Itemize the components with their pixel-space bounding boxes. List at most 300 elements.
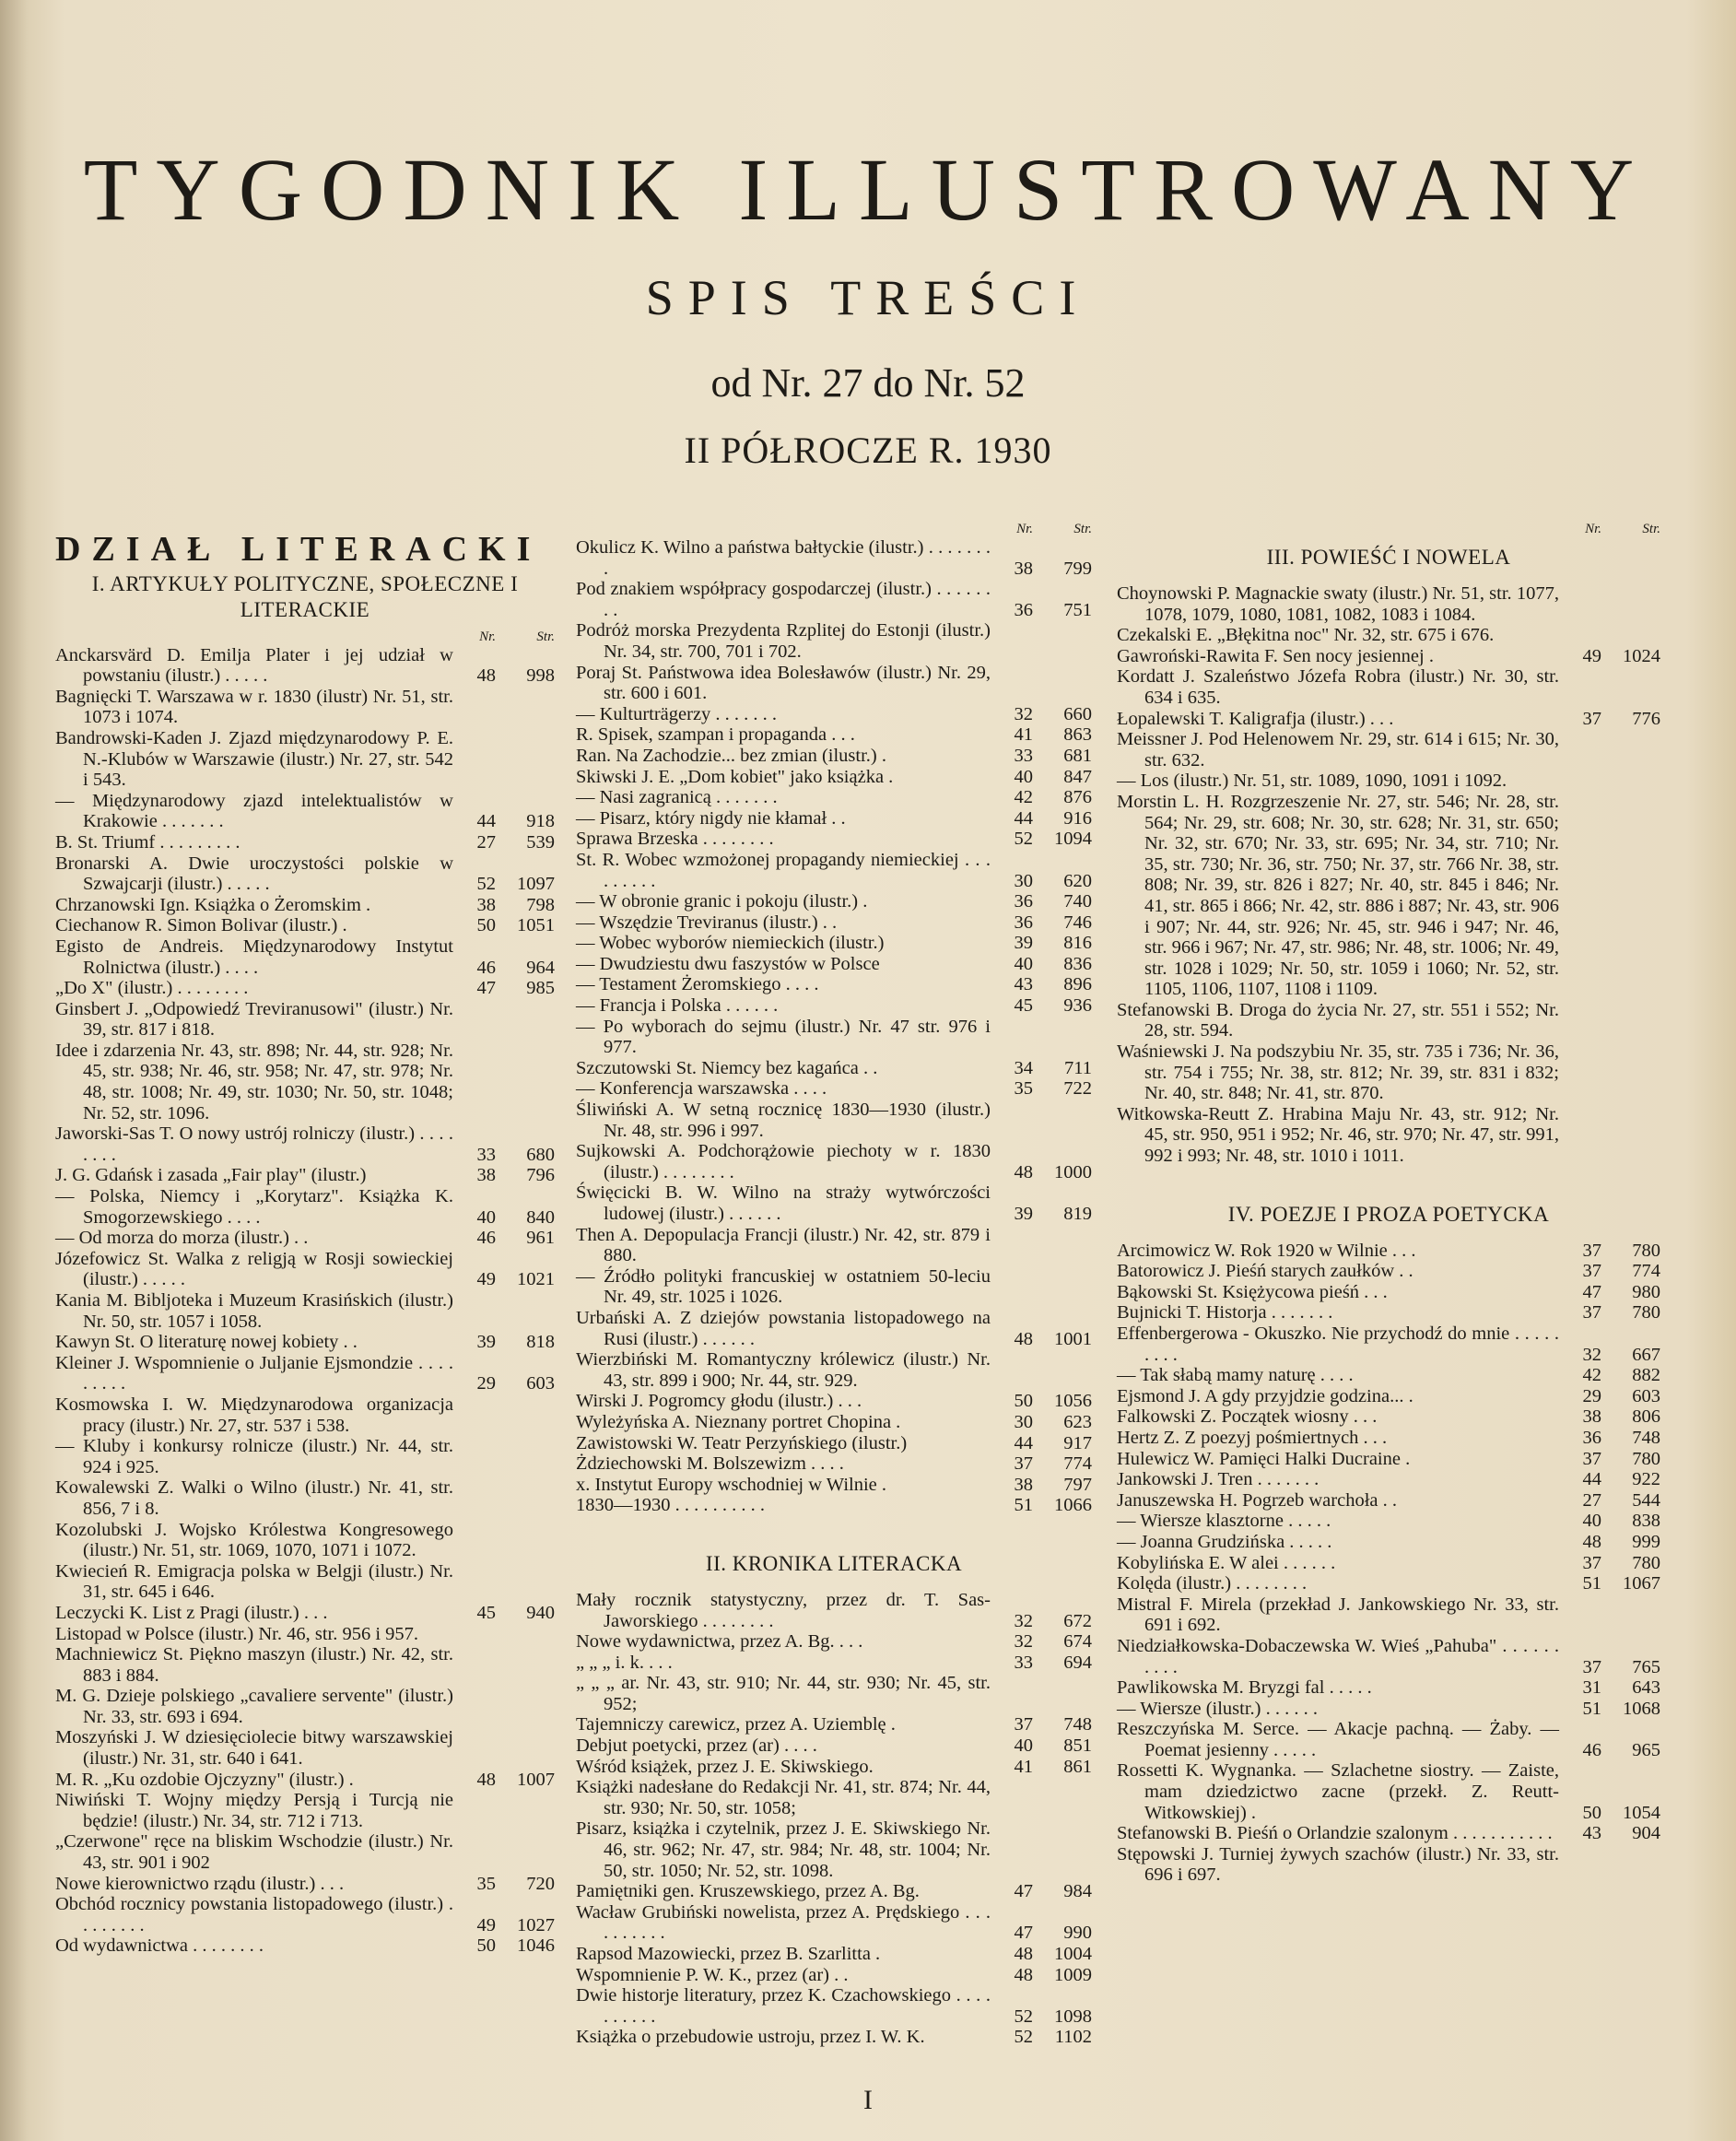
entry-title: Nowe wydawnictwa, przez A. Bg. . . . [576,1631,863,1653]
issue-range: od Nr. 27 do Nr. 52 [710,360,1026,406]
toc-entry [55,1894,555,1935]
column-1 [55,521,555,1957]
toc-entry [576,1944,1092,1965]
entry-title: Idee i zdarzenia Nr. 43, str. 898; Nr. 44, str. 928; Nr. 45, str. 938; Nr. 46, str. 958; Nr. 47, str. 978; Nr. 48, str. 1008; Nr. 49, str. 1030; Nr. 50, str. 1048; Nr. 52, str. 1096. [55,1040,453,1123]
toc-entry [55,853,555,895]
entry-title: — Wszędzie Treviranus (ilustr.) . . [576,912,838,933]
entry-title: Bujnicki T. Historja . . . . . . . [1117,1302,1333,1323]
issue-number: 48 [1014,1161,1033,1182]
toc-entry [576,663,1092,704]
page-ref: 896 [1063,974,1092,995]
page-ref: 672 [1063,1610,1092,1631]
toc-entry [55,1520,555,1561]
issue-number: 30 [1014,1411,1033,1432]
toc-entry [1117,583,1660,625]
issue-number: 33 [1014,1652,1033,1673]
toc-entry [1117,709,1660,730]
entry-title: B. St. Triumf . . . . . . . . . [55,831,240,853]
toc-entry [55,1228,555,1249]
issue-number: 50 [476,915,496,936]
entry-title: Okulicz K. Wilno a państwa bałtyckie (ilustr.) . . . . . . . . [576,537,991,579]
issue-number: 47 [476,978,496,999]
toc-entry [1117,1261,1660,1282]
entry-title: x. Instytut Europy wschodniej w Wilnie . [576,1474,887,1495]
entry-title: Ejsmond J. A gdy przyjdzie godzina... . [1117,1385,1413,1406]
toc-entry [576,1673,1092,1714]
issue-number: 47 [1014,1923,1033,1944]
toc-entry [576,1881,1092,1902]
toc-entry [55,1165,555,1186]
section-heading-2: II. KRONIKA LITERACKA [705,1551,963,1575]
page-ref: 851 [1063,1735,1092,1757]
entry-title: Kwiecień R. Emigracja polska w Belgji (ilustr.) Nr. 31, str. 645 i 646. [55,1560,453,1603]
toc-entry [576,1433,1092,1454]
entry-title: Pisarz, książka i czytelnik, przez J. E. Skiwskiego Nr. 46, str. 962; Nr. 47, str. 984; Nr. 48, str. 1004; Nr. 50, str. 1050; Nr. 52, str. 1098. [576,1818,991,1881]
page-ref: 680 [526,1144,555,1165]
page-ref: 936 [1063,995,1092,1017]
issue-number: 46 [1582,1739,1601,1760]
toc-entry [576,891,1092,912]
page-ref: 999 [1632,1531,1660,1552]
toc-entry [576,1141,1092,1182]
page-ref: 806 [1632,1406,1660,1428]
page-ref: 674 [1063,1631,1092,1653]
entry-title: Bagnięcki T. Warszawa w r. 1830 (ilustr) Nr. 51, str. 1073 i 1074. [55,686,453,728]
entry-title: „Do X" (ilustr.) . . . . . . . . [55,978,249,999]
entry-title: — Źródło polityki francuskiej w ostatniem 50-leciu Nr. 49, str. 1025 i 1026. [576,1265,991,1308]
issue-number: 40 [1014,766,1033,787]
page-ref: 998 [526,665,555,687]
page-ref: 798 [526,894,555,915]
toc-entry [576,704,1092,725]
toc-entry [55,1353,555,1394]
entry-list [55,645,555,1957]
entry-title: Tajemniczy carewicz, przez A. Uziemblę . [576,1714,896,1735]
issue-number: 35 [1014,1078,1033,1100]
entry-title: Stefanowski B. Droga do życia Nr. 27, str. 551 i 552; Nr. 28, str. 594. [1117,999,1559,1041]
toc-entry [1117,1636,1660,1677]
issue-number: 48 [476,665,496,687]
page-ref: 990 [1063,1923,1092,1944]
entry-title: Kordatt J. Szaleństwo Józefa Robra (ilustr.) Nr. 30, str. 634 i 635. [1117,666,1559,708]
entry-title: Bandrowski-Kaden J. Zjazd międzynarodowy P. E. N.-Klubów w Warszawie (ilustr.) Nr. 27, str. 542 i 543. [55,727,453,791]
toc-entry [576,1757,1092,1778]
page-ref: 940 [526,1602,555,1623]
issue-number: 40 [1014,1735,1033,1757]
masthead-title: TYGODNIK ILLUSTROWANY [83,140,1653,239]
issue-number: 37 [1014,1714,1033,1735]
entry-title: Anckarsvärd D. Emilja Plater i jej udział w powstaniu (ilustr.) . . . . . [55,644,453,687]
page-ref: 918 [526,811,555,832]
toc-entry [576,1495,1092,1516]
issue-number: 33 [476,1144,496,1165]
toc-title: SPIS TREŚCI [645,270,1091,325]
page-ref: 774 [1063,1453,1092,1475]
toc-entry [576,767,1092,788]
page-ref: 819 [1063,1204,1092,1224]
toc-entry [55,1123,555,1165]
issue-number: 50 [1582,1802,1601,1823]
issue-number: 42 [1014,787,1033,808]
issue-number: 43 [1582,1823,1601,1844]
issue-number: 41 [1014,1756,1033,1777]
entry-title: — Testament Żeromskiego . . . . [576,974,819,995]
toc-entry [1117,1532,1660,1553]
entry-title: Książki nadesłane do Redakcji Nr. 41, str. 874; Nr. 44, str. 930; Nr. 50, str. 1058; [576,1777,991,1818]
issue-number: 31 [1582,1677,1601,1699]
issue-number: 37 [1582,708,1601,729]
issue-number: 48 [1582,1531,1601,1552]
toc-entry [1117,1760,1660,1823]
toc-entry [576,2027,1092,2048]
issue-number: 52 [1014,2027,1033,2048]
toc-entry [576,579,1092,620]
page-ref: 1021 [517,1269,555,1290]
entry-title: Januszewska H. Pogrzeb warchoła . . [1117,1489,1397,1511]
entry-title: Kleiner J. Wspomnienie o Juljanie Ejsmondzie . . . . . . . . . [55,1352,453,1394]
toc-entry [576,808,1092,829]
toc-entry [1117,1553,1660,1574]
page-ref: 623 [1063,1411,1092,1432]
issue-number: 48 [1014,1328,1033,1349]
toc-entry [576,620,1092,662]
entry-title: Obchód rocznicy powstania listopadowego (ilustr.) . . . . . . . . [55,1894,453,1935]
toc-entry [55,915,555,936]
page-ref: 660 [1063,703,1092,724]
entry-title: Niedziałkowska-Dobaczewska W. Wieś „Pahuba" . . . . . . . . . . [1117,1635,1559,1677]
issue-number: 38 [1014,1474,1033,1495]
issue-number: 32 [1014,1631,1033,1653]
issue-number: 50 [476,1935,496,1957]
page-ref: 681 [1063,745,1092,766]
issue-number: 38 [476,1165,496,1186]
issue-number: 37 [1582,1656,1601,1677]
entry-title: Kania M. Bibljoteka i Muzeum Krasińskich (ilustr.) Nr. 50, str. 1057 i 1058. [55,1290,453,1332]
entry-title: — Konferencja warszawska . . . . [576,1078,827,1100]
issue-number: 52 [476,874,496,895]
page-ref: 1004 [1054,1944,1092,1964]
entry-title: — Pisarz, który nigdy nie kłamał . . [576,807,846,829]
entry-title: Od wydawnictwa . . . . . . . . [55,1935,264,1957]
entry-title: Meissner J. Pod Helenowem Nr. 29, str. 614 i 615; Nr. 30, str. 632. [1117,729,1559,771]
entry-title: — Kluby i konkursy rolnicze (ilustr.) Nr. 44, str. 924 i 925. [55,1436,453,1477]
column-header: Nr. Str. [479,629,555,644]
issue-number: 35 [476,1873,496,1894]
page-ref: 917 [1063,1432,1092,1453]
page-ref: 748 [1632,1427,1660,1448]
issue-number: 52 [1014,829,1033,850]
page-ref: 711 [1064,1057,1092,1078]
toc-entry [1117,625,1660,646]
toc-entry [1117,1573,1660,1594]
entry-title: Pod znakiem współpracy gospodarczej (ilustr.) . . . . . . . . [576,579,991,620]
entry-title: Śliwiński A. W setną rocznicę 1830—1930 (ilustr.) Nr. 48, str. 996 i 997. [576,1100,991,1141]
entry-title: Gawroński-Rawita F. Sen nocy jesiennej . [1117,645,1434,666]
issue-number: 38 [1014,558,1033,579]
toc-entry [576,1965,1092,1986]
issue-number: 50 [1014,1391,1033,1412]
page-ref: 1024 [1623,645,1660,666]
page-ref: 1027 [517,1914,555,1935]
toc-entry [576,1266,1092,1308]
issue-number: 36 [1582,1427,1601,1448]
toc-entry [576,787,1092,808]
toc-entry [576,1818,1092,1881]
toc-entry [576,1735,1092,1757]
page-ref: 1102 [1054,2027,1092,2048]
entry-title: Bronarski A. Dwie uroczystości polskie w Szwajcarji (ilustr.) . . . . . [55,853,453,895]
page-ref: 694 [1063,1652,1092,1673]
issue-number: 46 [476,1228,496,1249]
entry-title: Sprawa Brzeska . . . . . . . . [576,829,774,850]
entry-title: R. Spisek, szampan i propaganda . . . [576,724,855,746]
entry-title: Ciechanow R. Simon Bolivar (ilustr.) . [55,915,347,936]
toc-entry [55,936,555,978]
entry-title: Urbański A. Z dziejów powstania listopadowego na Rusi (ilustr.) . . . . . . [576,1307,991,1349]
issue-number: 47 [1014,1881,1033,1902]
entry-title: Święcicki B. W. Wilno na straży wytwórczości ludowej (ilustr.) . . . . . . [576,1182,991,1224]
entry-title: Wspomnienie P. W. K., przez (ar) . . [576,1964,849,1985]
toc-entry [576,1653,1092,1674]
page-ref: 748 [1063,1714,1092,1735]
entry-title: Bąkowski St. Księżycowa pieśń . . . [1117,1281,1388,1302]
issue-number: 44 [1014,1432,1033,1453]
page-ref: 818 [526,1332,555,1353]
page-ref: 780 [1632,1240,1660,1261]
toc-entry [55,1436,555,1477]
toc-entry [55,1624,555,1645]
page-ref: 667 [1632,1344,1660,1365]
issue-number: 37 [1582,1302,1601,1323]
issue-number: 49 [476,1269,496,1290]
entry-title: Wierzbiński M. Romantyczny królewicz (ilustr.) Nr. 43, str. 899 i 900; Nr. 44, str. 929. [576,1349,991,1391]
entry-title: Poraj St. Państwowa idea Bolesławów (ilustr.) Nr. 29, str. 600 i 601. [576,662,991,704]
toc-entry [1117,1490,1660,1512]
entry-title: Witkowska-Reutt Z. Hrabina Maju Nr. 43, str. 912; Nr. 45, str. 950, 951 i 952; Nr. 46, str. 970; Nr. 47, str. 991, 992 i 993; Nr. 48, str. 1010 i 1011. [1117,1103,1559,1167]
page-ref: 1056 [1054,1391,1092,1412]
issue-number: 49 [1582,645,1601,666]
issue-number: 38 [1582,1406,1601,1428]
toc-entry [576,1058,1092,1079]
entry-title: M. R. „Ku ozdobie Ojczyzny" (ilustr.) . [55,1769,354,1790]
column-3 [1117,521,1660,1886]
toc-entry [576,850,1092,891]
entry-title: — Nasi zagranicą . . . . . . . [576,787,778,808]
issue-number: 44 [476,811,496,832]
toc-entry [55,1727,555,1769]
toc-entry [1117,1386,1660,1407]
toc-entry [1117,1428,1660,1449]
toc-entry [576,1225,1092,1266]
issue-number: 51 [1014,1495,1033,1516]
issue-number: 38 [476,894,496,915]
toc-entry [55,645,555,687]
issue-number: 37 [1582,1448,1601,1469]
page-ref: 544 [1632,1489,1660,1511]
entry-title: Czekalski E. „Błękitna noc" Nr. 32, str. 675 i 676. [1117,625,1495,646]
toc-entry [55,1290,555,1332]
page-ref: 847 [1063,766,1092,787]
toc-entry [1117,1823,1660,1844]
toc-entry [55,895,555,916]
toc-entry [1117,1677,1660,1699]
entry-title: Rapsod Mazowiecki, przez B. Szarlitta . [576,1944,881,1964]
entry-title: Jankowski J. Tren . . . . . . . [1117,1469,1320,1490]
toc-entry [576,1078,1092,1100]
issue-number: 40 [1582,1511,1601,1532]
toc-entry [576,829,1092,850]
entry-title: Reszczyńska M. Serce. — Akacje pachną. — Żaby. — Poemat jesienny . . . . . [1117,1719,1559,1760]
page-ref: 643 [1632,1677,1660,1699]
entry-title: Mały rocznik statystyczny, przez dr. T. Sas-Jaworskiego . . . . . . . . [576,1589,991,1631]
issue-number: 32 [1014,1610,1033,1631]
entry-title: — Los (ilustr.) Nr. 51, str. 1089, 1090, 1091 i 1092. [1117,771,1507,792]
entry-title: Pawlikowska M. Bryzgi fal . . . . . [1117,1677,1372,1699]
toc-entry [576,537,1092,579]
entry-title: Falkowski Z. Początek wiosny . . . [1117,1406,1378,1428]
entry-title: Żdziechowski M. Bolszewizm . . . . [576,1453,844,1475]
entry-title: Arcimowicz W. Rok 1920 w Wilnie . . . [1117,1240,1416,1261]
toc-entry [1117,1844,1660,1886]
toc-entry [576,1391,1092,1412]
entry-title: Morstin L. H. Rozgrzeszenie Nr. 27, str. 546; Nr. 28, str. 564; Nr. 29, str. 608; Nr. 30, str. 628; Nr. 31, str. 650; Nr. 32, str. 670; Nr. 33, str. 695; Nr. 34, str. 710; Nr. 35, str. 730; Nr. 36, str. 750; Nr. 37, str. 766 Nr. 38, str. 808; Nr. 39, str. 826 i 827; Nr. 40, str. 845 i 846; Nr. 41, str. 865 i 866; Nr. 42, str. 886 i 887; Nr. 43, str. 906 i 907; Nr. 44, str. 926; Nr. 45, str. 946 i 947; Nr. 46, str. 966 i 967; Nr. 47, str. 986; Nr. 48, str. 1006; Nr. 49, str. 1028 i 1029; Nr. 50, str. 1059 i 1060; Nr. 52, str. 1105, 1106, 1107, 1108 i 1109. [1117,791,1559,1000]
entry-title: Moszyński J. W dziesięciolecie bitwy warszawskiej (ilustr.) Nr. 31, str. 640 i 641. [55,1727,453,1770]
entry-title: Choynowski P. Magnackie swaty (ilustr.) Nr. 51, str. 1077, 1078, 1079, 1080, 1081, 1082, 1083 i 1084. [1117,583,1559,625]
issue-number: 32 [1582,1344,1601,1365]
entry-list [576,537,1092,1516]
toc-entry [1117,1282,1660,1303]
entry-title: — Po wyborach do sejmu (ilustr.) Nr. 47 str. 976 i 977. [576,1016,991,1058]
page-ref: 838 [1632,1511,1660,1532]
toc-entry [55,1770,555,1791]
section-heading-4: IV. POEZJE I PROZA POETYCKA [1227,1202,1550,1226]
entry-title: „ „ „ ar. Nr. 43, str. 910; Nr. 44, str. 930; Nr. 45, str. 952; [576,1673,991,1714]
toc-entry [1117,1302,1660,1323]
issue-number: 29 [1582,1385,1601,1406]
toc-entry [55,1603,555,1624]
page-ref: 1068 [1623,1698,1660,1719]
entry-title: Łopalewski T. Kaligrafja (ilustr.) . . . [1117,708,1394,729]
issue-number: 49 [476,1914,496,1935]
toc-entry [576,995,1092,1017]
page-ref: 876 [1063,787,1092,808]
entry-title: Dwie historje literatury, przez K. Czachowskiego . . . . . . . . . . [576,1985,991,2027]
entry-title: — Wiersze klasztorne . . . . . [1117,1511,1331,1532]
page-ref: 1051 [517,915,555,936]
issue-number: 39 [1014,933,1033,954]
toc-entry [576,1985,1092,2027]
issue-number: 48 [476,1769,496,1790]
entry-title: Wśród książek, przez J. E. Skiwskiego. [576,1756,874,1777]
toc-entry [55,687,555,728]
issue-number: 48 [1014,1944,1033,1964]
page-ref: 1094 [1054,829,1092,850]
issue-number: 46 [476,957,496,978]
entry-title: Batorowicz J. Pieśń starych zaułków . . [1117,1261,1413,1282]
entry-title: Ginsbert J. „Odpowiedź Treviranusowi" (ilustr.) Nr. 39, str. 817 i 818. [55,998,453,1041]
toc-entry [55,1249,555,1290]
toc-entry [576,954,1092,975]
page-ref: 740 [1063,891,1092,912]
entry-title: Rossetti K. Wygnanka. — Szlachetne siostry. — Zaiste, mam dziedzictwo zacne (przekł. Z. Reutt-Witkowskiej) . [1117,1760,1559,1823]
entry-title: Then A. Depopulacja Francji (ilustr.) Nr. 42, str. 879 i 880. [576,1224,991,1266]
entry-title: Hulewicz W. Pamięci Halki Ducraine . [1117,1448,1411,1469]
page-ref: 1046 [517,1935,555,1957]
page-ref: 1001 [1054,1328,1092,1349]
issue-number: 45 [476,1602,496,1623]
page-ref: 722 [1063,1078,1092,1100]
toc-entry [1117,646,1660,667]
toc-entry [55,1041,555,1123]
entry-title: 1830—1930 . . . . . . . . . . [576,1495,765,1516]
entry-title: Kowalewski Z. Walki o Wilno (ilustr.) Nr. 41, str. 856, 7 i 8. [55,1477,453,1519]
entry-title: Zawistowski W. Teatr Perzyńskiego (ilustr.) [576,1432,908,1453]
page-ref: 1066 [1054,1495,1092,1516]
entry-title: Pamiętniki gen. Kruszewskiego, przez A. Bg. [576,1881,920,1902]
page-ref: 816 [1063,933,1092,954]
issue-number: 37 [1582,1552,1601,1573]
toc-entry [55,728,555,791]
toc-entry [576,1631,1092,1653]
page-ref: 863 [1063,724,1092,746]
page-ref: 603 [1632,1385,1660,1406]
page-ref: 780 [1632,1552,1660,1573]
page-ref: 780 [1632,1302,1660,1323]
toc-entry [55,1874,555,1895]
entry-title: — Joanna Grudzińska . . . . . [1117,1531,1332,1552]
page-ref: 964 [526,957,555,978]
entry-title: Mistral F. Mirela (przekład J. Jankowskiego Nr. 33, str. 691 i 692. [1117,1594,1559,1636]
toc-entry [576,1902,1092,1944]
toc-entry [576,974,1092,995]
entry-title: — Tak słabą mamy naturę . . . . [1117,1365,1354,1386]
toc-entry [1117,1699,1660,1720]
toc-entry [576,1714,1092,1735]
toc-entry [55,999,555,1041]
toc-entry [55,1186,555,1228]
issue-number: 48 [1014,1964,1033,1985]
issue-number: 41 [1014,724,1033,746]
toc-entry [55,1561,555,1603]
issue-number: 51 [1582,1698,1601,1719]
page-ref: 797 [1063,1474,1092,1495]
toc-entry [55,1686,555,1727]
column-header: Nr. Str. [1016,522,1092,536]
toc-entry [576,1777,1092,1818]
entry-title: Stefanowski B. Pieśń o Orlandzie szalonym . . . . . . . . . . . [1117,1823,1553,1844]
page-ref: 836 [1063,953,1092,974]
page-ref: 539 [526,831,555,853]
page-ref: 904 [1632,1823,1660,1844]
entry-title: Skiwski J. E. „Dom kobiet" jako książka . [576,766,894,787]
entry-title: Leczycki K. List z Pragi (ilustr.) . . . [55,1602,328,1623]
entry-title: — Polska, Niemcy i „Korytarz". Książka K. Smogorzewskiego . . . . [55,1186,453,1228]
toc-entry [1117,666,1660,708]
entry-title: Książka o przebudowie ustroju, przez I. W. K. [576,2027,925,2048]
entry-title: Jaworski-Sas T. O nowy ustrój rolniczy (ilustr.) . . . . . . . . [55,1123,453,1165]
page-ref: 620 [1063,870,1092,891]
entry-title: Kolęda (ilustr.) . . . . . . . . [1117,1573,1308,1594]
issue-number: 51 [1582,1573,1601,1594]
toc-entry [55,978,555,999]
entry-title: Egisto de Andreis. Międzynarodowy Instytut Rolnictwa (ilustr.) . . . . [55,935,453,978]
toc-entry [576,1412,1092,1433]
entry-title: Nowe kierownictwo rządu (ilustr.) . . . [55,1873,345,1894]
issue-number: 36 [1014,599,1033,620]
entry-list [1117,583,1660,1167]
toc-entry [55,1477,555,1519]
entry-title: J. G. Gdańsk i zasada „Fair play" (ilustr.) [55,1165,367,1186]
